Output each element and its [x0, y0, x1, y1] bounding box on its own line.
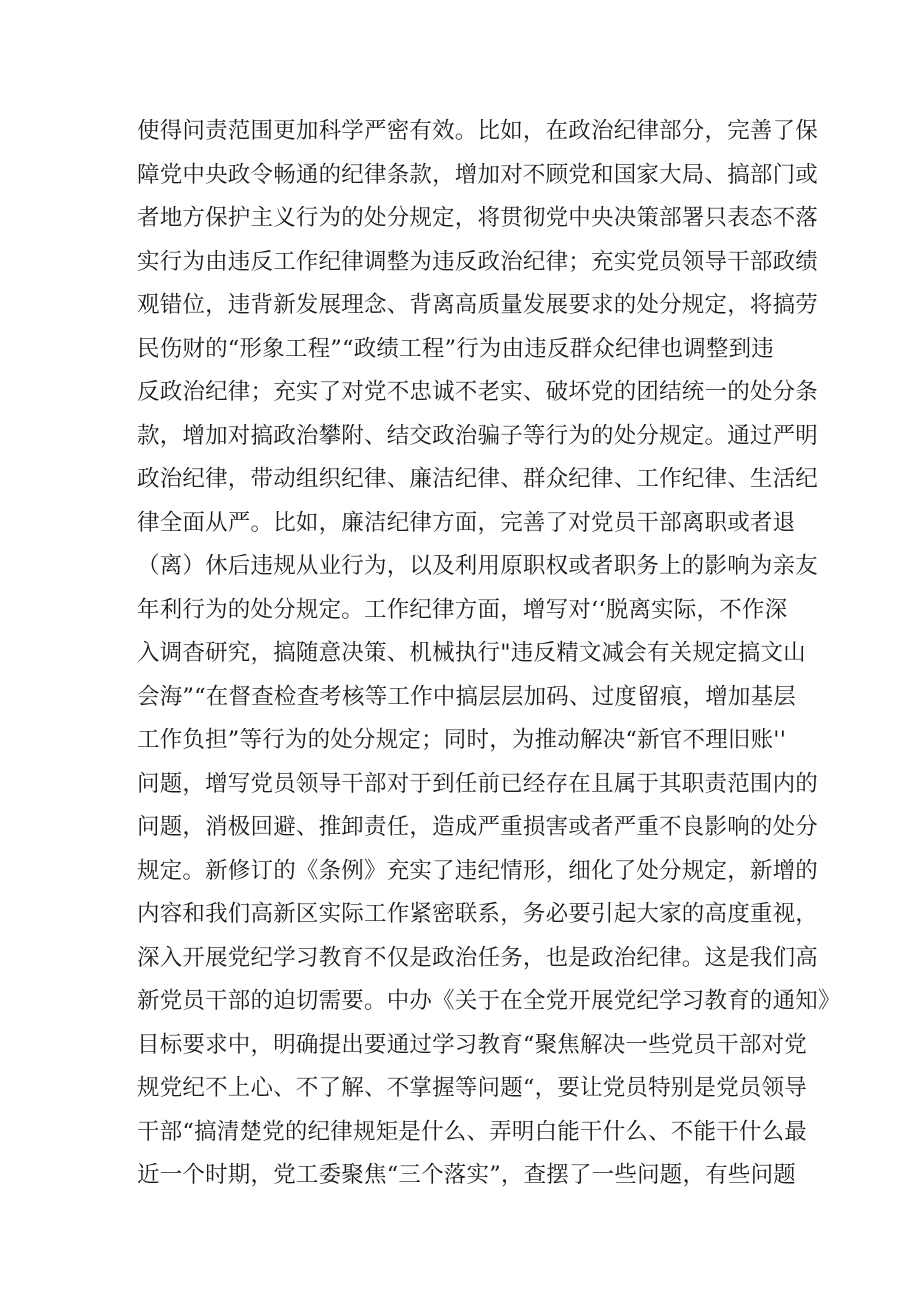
text-line-17: 问题，消极回避、推卸责任，造成严重损害或者严重不良影响的处分: [137, 814, 819, 840]
text-line-10: 律全面从严。比如，廉洁纪律方面，完善了对党员干部离职或者退: [137, 509, 796, 536]
text-line-12: 年利行为的处分规定。工作纪律方面，增写对‘‘脱离实际，不作深: [137, 596, 788, 623]
text-line-21: 新党员干部的迫切需要。中办《关于在全党开展党纪学习教育的通知》: [137, 988, 841, 1014]
text-line-23: 规党纪不上心、不了解、不掌握等问题“，要让党员特别是党员领导: [137, 1075, 808, 1101]
text-line-1: 使得问责范围更加科学严密有效。比如，在政治纪律部分，完善了保: [137, 118, 819, 144]
text-line-24: 干部“搞清楚党的纪律规矩是什么、弄明白能干什么、不能干什么最: [137, 1118, 808, 1145]
text-line-13: 入调杳研究，搞随意决策、机械执行"违反精文减会有关规定搞文山: [137, 640, 806, 666]
text-line-11: （离）休后违规从业行为，以及利用原职权或者职务上的影响为亲友: [137, 553, 819, 579]
text-line-18: 规定。新修订的《条例》充实了违纪情形，细化了处分规定，新增的: [137, 857, 819, 884]
text-line-5: 观错位，违背新发展理念、背离高质量发展要求的处分规定，将搞劳: [137, 292, 819, 318]
text-line-16: 问题，增写党员领导干部对于到任前已经存在且属于其职责范围内的: [137, 770, 819, 797]
text-line-20: 深入开展党纪学习教育不仅是政治任务，也是政治纪律。这是我们高: [137, 944, 819, 971]
text-line-8: 款，增加对搞政治攀附、结交政治骗子等行为的处分规定。通过严明: [137, 422, 819, 449]
text-line-9: 政治纪律，带动组织纪律、廉洁纪律、群众纪律、工作纪律、生活纪: [137, 466, 819, 492]
text-line-25: 近一个时期，党工委聚焦“三个落实”，查摆了一些问题，有些问题: [137, 1162, 797, 1188]
text-line-4: 实行为由违反工作纪律调整为违反政治纪律；充实党员领导干部政绩: [137, 248, 819, 275]
text-line-2: 障党中央政令畅通的纪律条款，增加对不顾党和国家大局、搞部门或: [137, 161, 819, 188]
text-line-14: 会海”“在督查检查考核等工作中搞层层加码、过度留痕，增加基层: [137, 683, 797, 710]
text-line-3: 者地方保护主义行为的处分规定，将贯彻党中央决策部署只表态不落: [137, 205, 819, 231]
text-line-15: 工作负担”等行为的处分规定；同时，为推动解决“新官不理旧账'': [137, 727, 787, 753]
text-line-7: 反政治纪律；充实了对党不忠诚不老实、破坏党的团结统一的处分条: [137, 379, 819, 405]
text-line-22: 目标要求中，明确提出要通过学习教育“聚焦解决一些党员干部对党: [137, 1031, 808, 1058]
body-text: [137, 110, 841, 1198]
text-line-6: 民伤财的“形象工程”“政绩工程”行为由违反群众纪律也调整到违: [137, 335, 775, 362]
text-line-19: 内容和我们高新区实际工作紧密联系，务必要引起大家的高度重视，: [137, 901, 819, 927]
